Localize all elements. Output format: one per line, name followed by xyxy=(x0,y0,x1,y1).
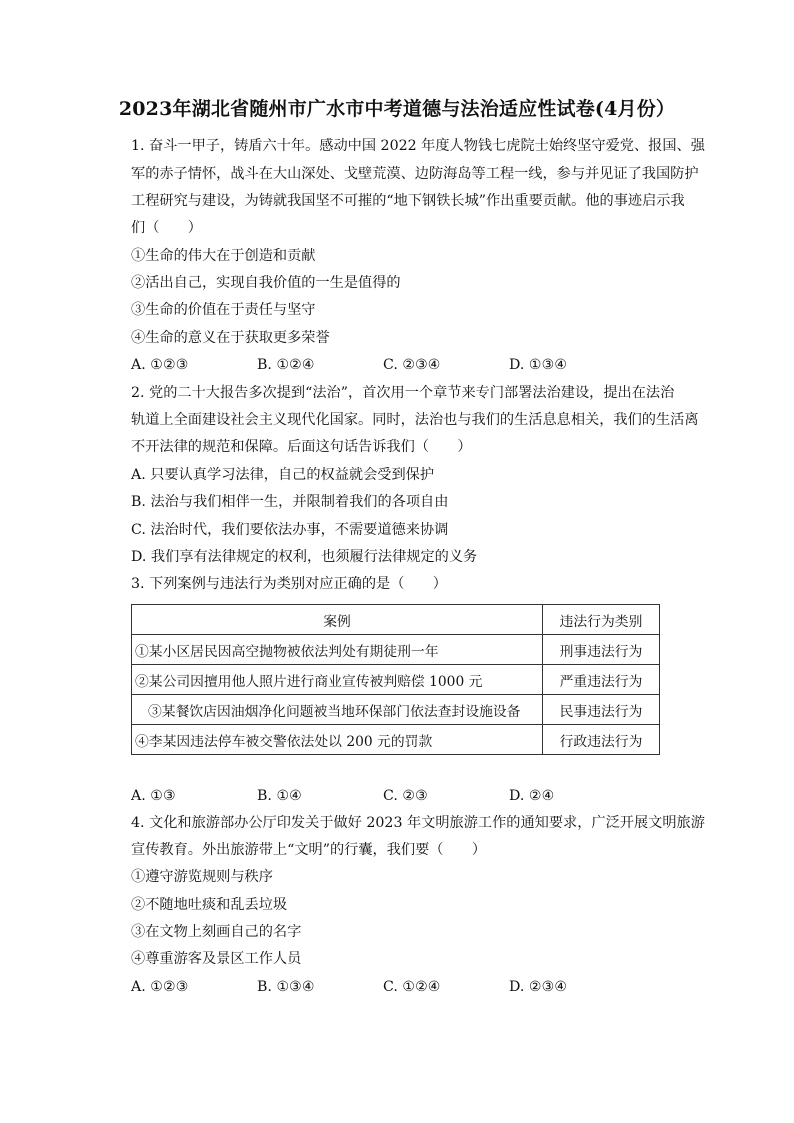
q4-option-a: A. ①②③ xyxy=(131,979,189,995)
q1-option-c: C. ②③④ xyxy=(383,357,441,373)
q2-choice-d: D. 我们享有法律规定的权利，也须履行法律规定的义务 xyxy=(131,549,478,565)
q4-item-1: ①遵守游览规则与秩序 xyxy=(131,869,273,885)
table-cell-category: 刑事违法行为 xyxy=(543,635,660,665)
q1-item-3: ③生命的价值在于责任与坚守 xyxy=(131,302,316,318)
q1-option-a: A. ①②③ xyxy=(131,357,189,373)
q3-option-c: C. ②③ xyxy=(383,788,428,804)
q4-item-2: ②不随地吐痰和乱丢垃圾 xyxy=(131,897,288,913)
table-cell-case: ③某餐饮店因油烟净化问题被当地环保部门依法查封设施设备 xyxy=(132,695,543,725)
q4-stem-line-1: 4. 文化和旅游部办公厅印发关于做好 2023 年文明旅游工作的通知要求，广泛开展文明旅游 xyxy=(131,815,705,831)
q4-stem-line-2: 宣传教育。外出旅游带上“文明”的行囊，我们要（ ） xyxy=(131,842,487,858)
q2-choice-a: A. 只要认真学习法律，自己的权益就会受到保护 xyxy=(131,467,435,483)
q1-item-4: ④生命的意义在于获取更多荣誉 xyxy=(131,330,330,346)
table-cell-case: ④李某因违法停车被交警依法处以 200 元的罚款 xyxy=(132,725,543,755)
table-row xyxy=(132,635,660,665)
document-title: 2023年湖北省随州市广水市中考道德与法治适应性试卷(4月份） xyxy=(118,98,676,120)
q2-choice-c: C. 法治时代，我们要依法办事，不需要道德来协调 xyxy=(131,522,449,538)
table-cell-case: ①某小区居民因高空抛物被依法判处有期徒刑一年 xyxy=(132,635,543,665)
q1-stem-line-3: 工程研究与建设，为铸就我国坚不可摧的“地下钢铁长城”作出重要贡献。他的事迹启示我 xyxy=(131,193,685,209)
q4-item-3: ③在文物上刻画自己的名字 xyxy=(131,924,302,940)
table-header-row xyxy=(132,605,660,635)
q3-stem: 3. 下列案例与违法行为类别对应正确的是（ ） xyxy=(131,576,447,592)
table-cell-category: 民事违法行为 xyxy=(543,695,660,725)
q4-option-d: D. ②③④ xyxy=(509,979,568,995)
table-row xyxy=(132,725,660,755)
q3-option-a: A. ①③ xyxy=(131,788,176,804)
q1-option-d: D. ①③④ xyxy=(509,357,568,373)
q3-option-b: B. ①④ xyxy=(257,788,302,804)
table-row xyxy=(132,695,660,725)
q2-choice-b: B. 法治与我们相伴一生，并限制着我们的各项自由 xyxy=(131,494,449,510)
q1-item-1: ①生命的伟大在于创造和贡献 xyxy=(131,248,316,264)
q1-item-2: ②活出自己，实现自我价值的一生是值得的 xyxy=(131,275,401,291)
q2-stem-line-1: 2. 党的二十大报告多次提到“法治”，首次用一个章节来专门部署法治建设，提出在法治 xyxy=(131,385,675,401)
q3-option-d: D. ②④ xyxy=(509,788,555,804)
table-cell-category: 行政违法行为 xyxy=(543,725,660,755)
q4-option-c: C. ①②④ xyxy=(383,979,441,995)
table-cell-case: ②某公司因擅用他人照片进行商业宣传被判赔偿 1000 元 xyxy=(132,665,543,695)
q1-stem-line-1: 1. 奋斗一甲子，铸盾六十年。感动中国 2022 年度人物钱七虎院士始终坚守爱党、报国、强 xyxy=(131,138,705,154)
q1-stem-line-2: 军的赤子情怀，战斗在大山深处、戈壁荒漠、边防海岛等工程一线，参与并见证了我国防护 xyxy=(131,166,699,182)
table-header-category: 违法行为类别 xyxy=(543,605,660,635)
q3-case-table xyxy=(131,604,660,755)
q4-item-4: ④尊重游客及景区工作人员 xyxy=(131,951,302,967)
table-cell-category: 严重违法行为 xyxy=(543,665,660,695)
table-header-case: 案例 xyxy=(132,605,543,635)
q2-stem-line-3: 不开法律的规范和保障。后面这句话告诉我们（ ） xyxy=(131,439,472,455)
q4-option-b: B. ①③④ xyxy=(257,979,315,995)
table-row xyxy=(132,665,660,695)
q1-stem-line-4: 们（ ） xyxy=(131,220,202,236)
q2-stem-line-2: 轨道上全面建设社会主义现代化国家。同时，法治也与我们的生活息息相关，我们的生活离 xyxy=(131,412,699,428)
q1-option-b: B. ①②④ xyxy=(257,357,315,373)
